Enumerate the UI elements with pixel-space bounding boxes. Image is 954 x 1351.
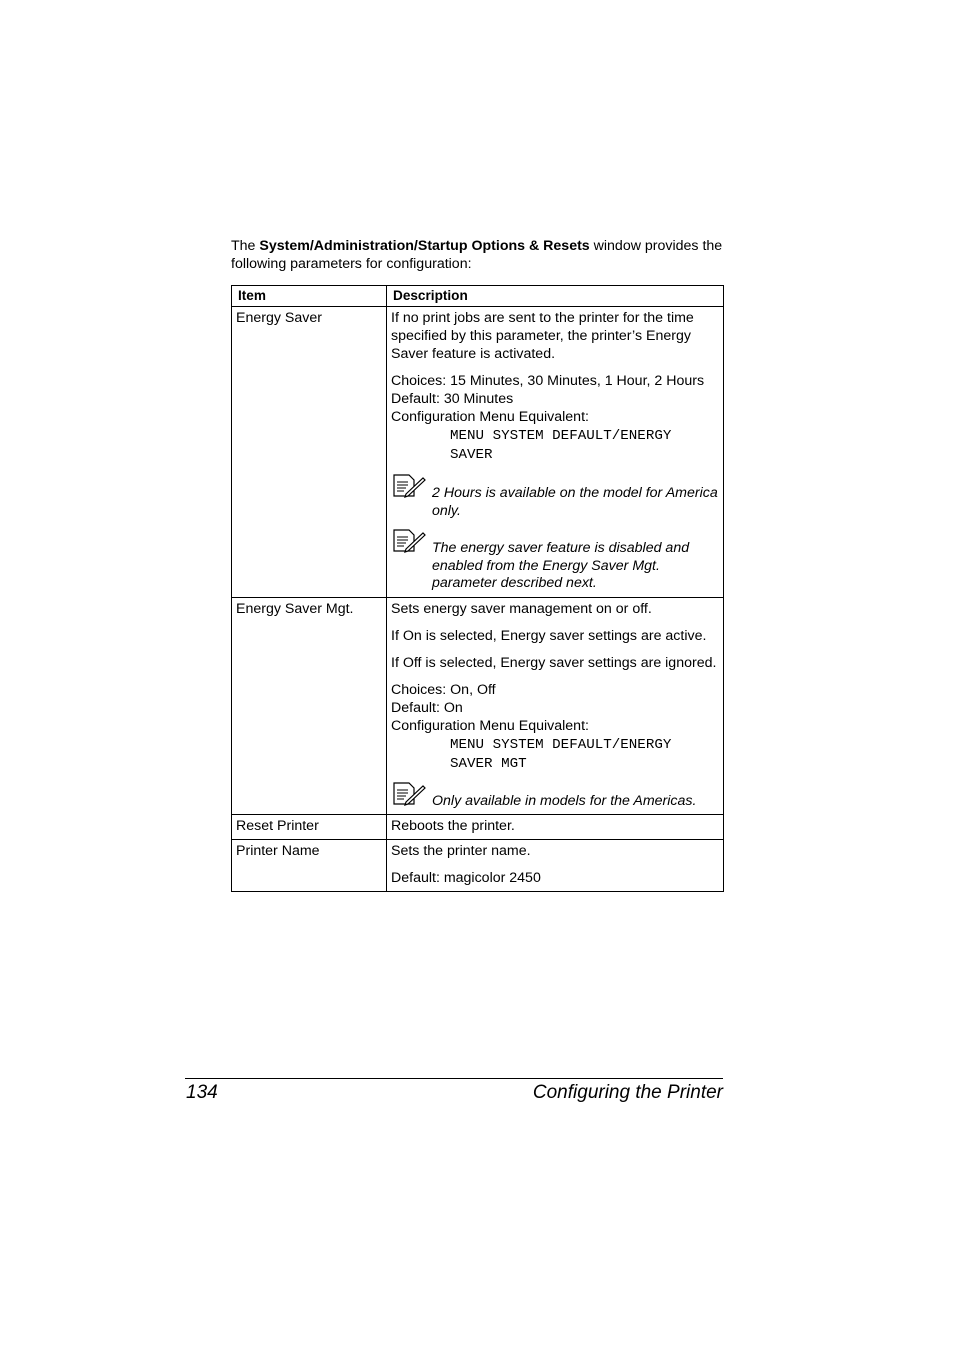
intro-window-name: System/Administration/Startup Options & Resets — [259, 238, 590, 254]
description-energy-saver — [387, 307, 724, 598]
table-row-reset-printer — [232, 815, 724, 840]
energy-saver-mgt-menu-path-2: SAVER MGT — [450, 755, 527, 772]
energy-saver-note-2 — [391, 540, 722, 593]
intro-post: window provides the following parameters for configuration: — [231, 238, 723, 272]
printer-name-default: Default: magicolor 2450 — [391, 870, 541, 886]
table-row-energy-saver — [232, 307, 724, 598]
description-energy-saver-mgt — [387, 597, 724, 815]
energy-saver-mgt-menu-path-1: MENU SYSTEM DEFAULT/ENERGY — [450, 736, 672, 753]
energy-saver-default: Default: 30 Minutes — [391, 391, 514, 407]
energy-saver-mgt-description: Sets energy saver management on or off. — [391, 600, 652, 617]
item-reset-printer: Reset Printer — [232, 815, 387, 840]
energy-saver-menu-path-1: MENU SYSTEM DEFAULT/ENERGY — [450, 428, 672, 444]
energy-saver-mgt-choices: Choices: On, Off — [391, 681, 496, 698]
note-pencil-icon — [392, 529, 426, 553]
energy-saver-mgt-note — [391, 793, 722, 811]
energy-saver-choices: Choices: 15 Minutes, 30 Minutes, 1 Hour, 2 Hours — [391, 373, 705, 389]
energy-saver-description: If no print jobs are sent to the printer for the time specified by this parameter, the printer’s Energy Saver feature is activated. — [391, 310, 694, 362]
description-printer-name — [387, 840, 724, 892]
energy-saver-mgt-on-text: If On is selected, Energy saver settings are active. — [391, 627, 707, 644]
printer-name-description: Sets the printer name. — [391, 843, 531, 859]
parameters-table — [231, 285, 724, 892]
reset-printer-description: Reboots the printer. — [391, 818, 515, 834]
energy-saver-mgt-default: Default: On — [391, 699, 463, 716]
energy-saver-note-1 — [391, 485, 722, 520]
item-energy-saver-mgt: Energy Saver Mgt. — [232, 597, 387, 815]
header-item: Item — [232, 286, 387, 307]
intro-paragraph — [231, 237, 723, 273]
item-printer-name: Printer Name — [232, 840, 387, 892]
table-header-row — [232, 286, 724, 307]
energy-saver-note-2-text: The energy saver feature is disabled and enabled from the Energy Saver Mgt. parameter described next. — [432, 540, 690, 591]
intro-pre: The — [231, 238, 260, 254]
footer-rule — [185, 1078, 723, 1079]
note-pencil-icon — [392, 782, 426, 806]
table-row-printer-name — [232, 840, 724, 892]
note-pencil-icon — [392, 474, 426, 498]
chapter-title: Configuring the Printer — [532, 1082, 723, 1103]
energy-saver-menu-label: Configuration Menu Equivalent: — [391, 409, 589, 425]
page-number: 134 — [186, 1082, 218, 1103]
item-energy-saver: Energy Saver — [232, 307, 387, 598]
header-description: Description — [387, 286, 724, 307]
energy-saver-mgt-note-text: Only available in models for the Americas. — [432, 792, 697, 809]
energy-saver-note-1-text: 2 Hours is available on the model for America only. — [432, 485, 718, 519]
energy-saver-mgt-off-text: If Off is selected, Energy saver settings are ignored. — [391, 654, 717, 671]
energy-saver-menu-path-2: SAVER — [450, 447, 493, 463]
energy-saver-mgt-menu-label: Configuration Menu Equivalent: — [391, 717, 589, 734]
table-row-energy-saver-mgt — [232, 597, 724, 815]
description-reset-printer — [387, 815, 724, 840]
